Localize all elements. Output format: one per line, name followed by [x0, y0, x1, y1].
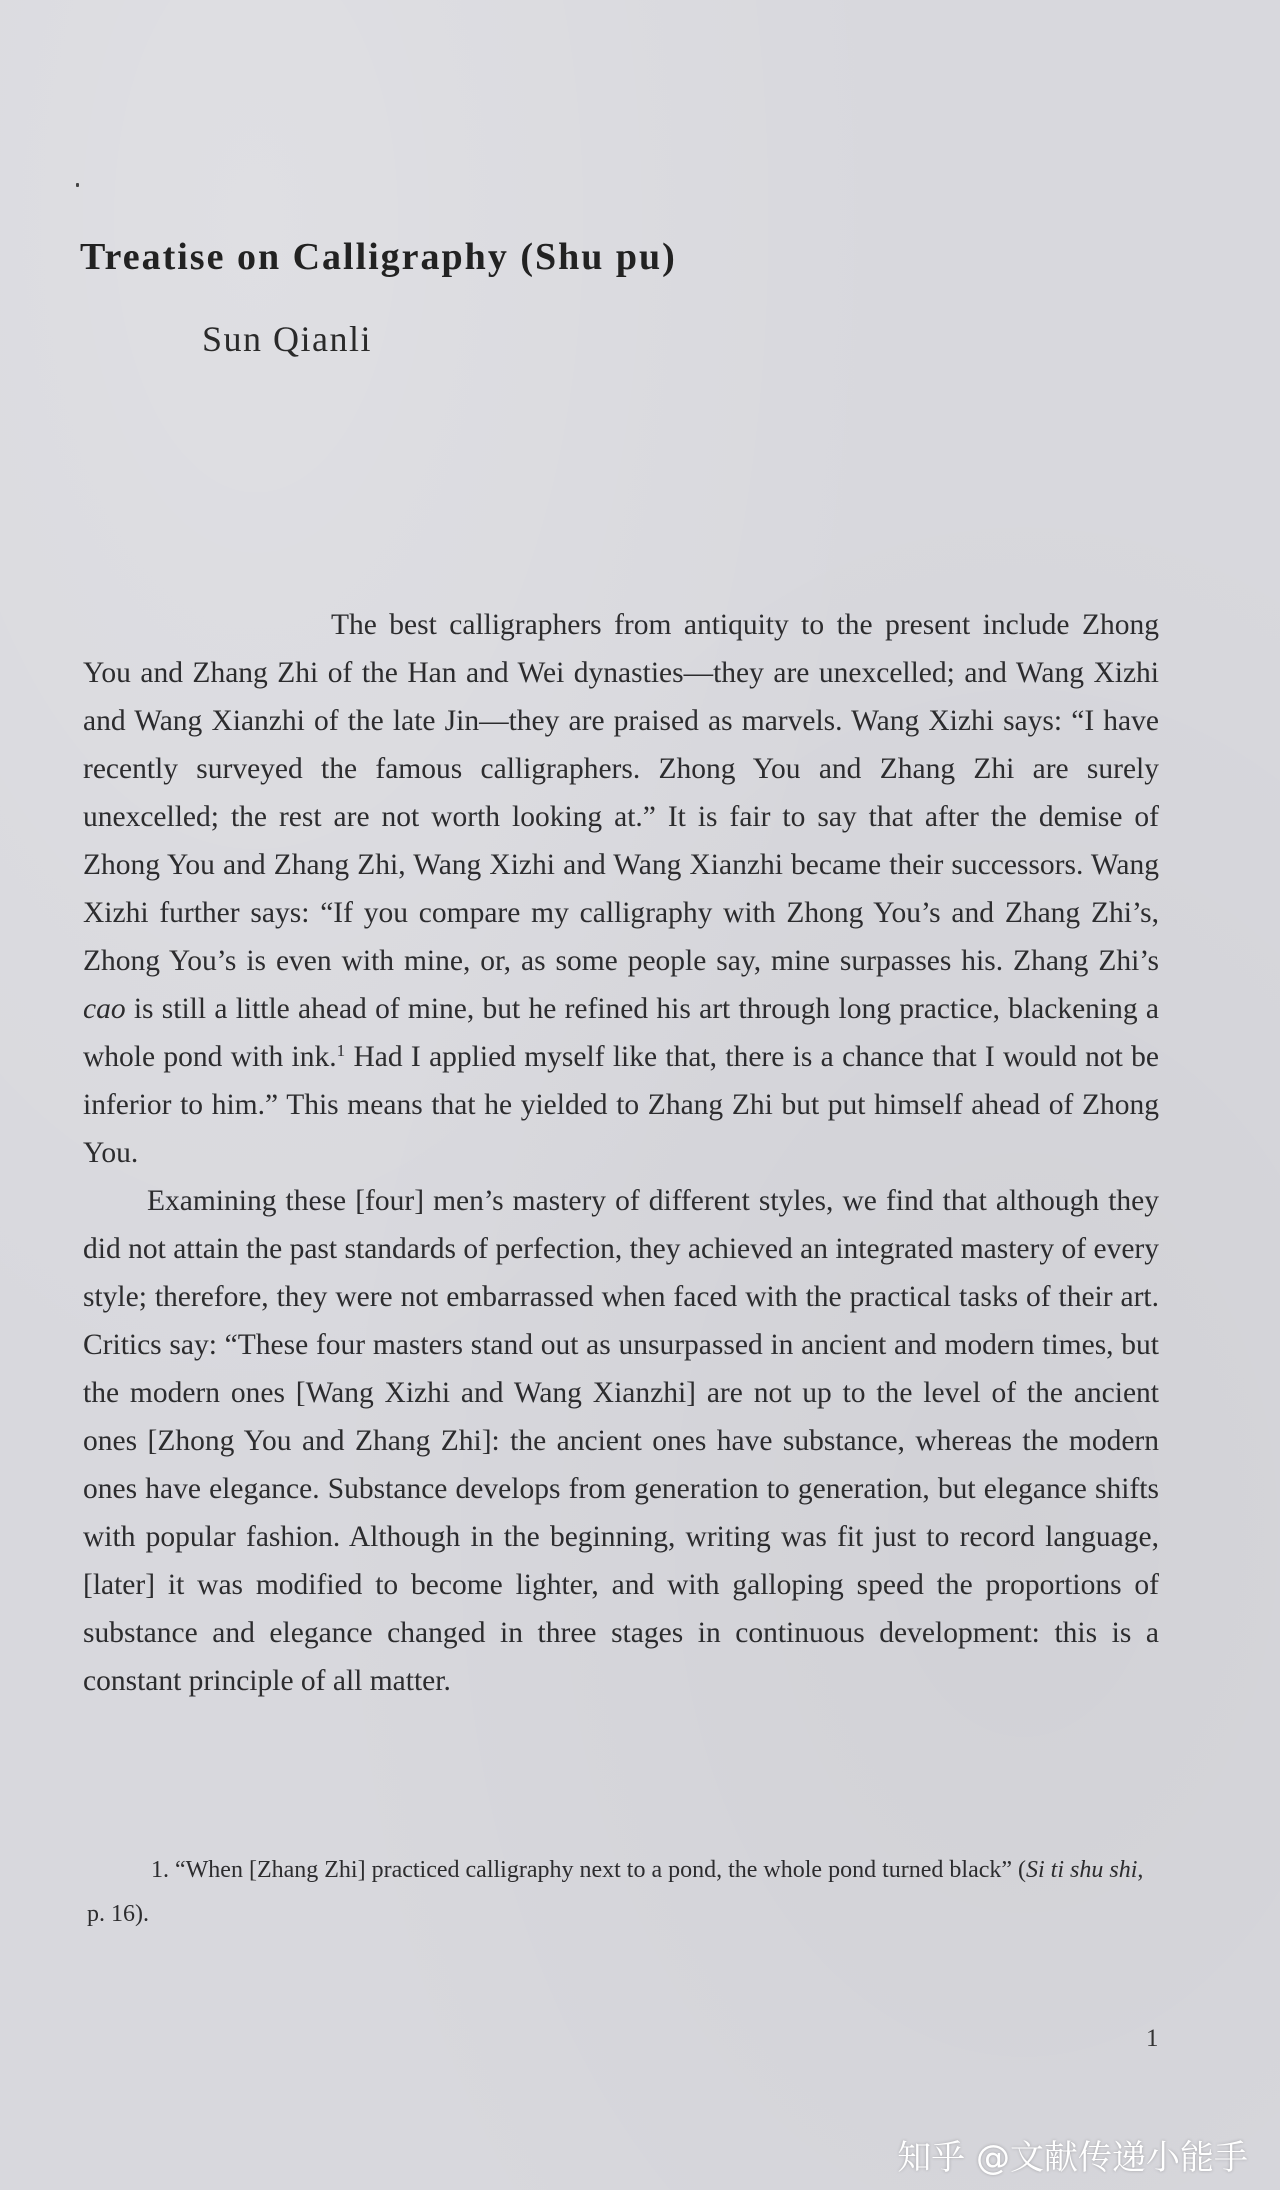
scan-speck	[76, 183, 79, 187]
page-number: 1	[1146, 2025, 1159, 2052]
footnote-number: 1.	[151, 1857, 169, 1883]
author-name: Sun Qianli	[202, 319, 373, 359]
italic-term: cao	[83, 993, 126, 1025]
paragraph-1-text-b: is still a little ahead of mine, but he refined his art through long practice, blackening a whole pond with ink.	[83, 993, 1159, 1073]
footnote-source: Si ti shu shi	[1026, 1857, 1138, 1883]
footnote	[87, 1848, 1157, 1936]
footnote-reference: 1	[336, 1041, 346, 1060]
paragraph-1-text-a: The best calligraphers from antiquity to the present include Zhong You and Zhang Zhi of the Han and Wei dynasties—they are unexcelled; and Wang Xizhi and Wang Xianzhi of the late Jin—they are praised as marvels. Wang Xizhi says: “I have recently surveyed the famous calligraphers. Zhong You and Zhang Zhi are surely unexcelled; the rest are not worth looking at.” It is fair to say that after the demise of Zhong You and Zhang Zhi, Wang Xizhi and Wang Xianzhi became their successors. Wang Xizhi further says: “If you compare my calligraphy with Zhong You’s and Zhang Zhi’s, Zhong You’s is even with mine, or, as some people say, mine surpasses his. Zhang Zhi’s	[83, 609, 1159, 977]
paragraph-2: Examining these [four] men’s mastery of different styles, we find that although they did not attain the past standards of perfection, they achieved an integrated mastery of every style; therefore, they were not embarrassed when faced with the practical tasks of their art. Critics say: “These four masters stand out as unsurpassed in ancient and modern times, but the modern ones [Wang Xizhi and Wang Xianzhi] are not up to the level of the ancient ones [Zhong You and Zhang Zhi]: the ancient ones have substance, whereas the modern ones have elegance. Substance develops from generation to generation, but elegance shifts with popular fashion. Although in the beginning, writing was fit just to record language, [later] it was modified to become lighter, and with galloping speed the proportions of substance and elegance changed in three stages in continuous development: this is a constant principle of all matter.	[83, 1185, 1159, 1697]
body-text	[83, 601, 1159, 1705]
watermark: 知乎 @文献传递小能手	[897, 2138, 1248, 2178]
footnote-text-a: “When [Zhang Zhi] practiced calligraphy next to a pond, the whole pond turned black” (	[175, 1857, 1027, 1883]
paragraph-1	[83, 601, 1159, 1177]
footnote-text-b: , p. 16).	[87, 1857, 1144, 1927]
chapter-title: Treatise on Calligraphy (Shu pu)	[80, 236, 677, 278]
paragraph-1-text-c: Had I applied myself like that, there is a chance that I would not be inferior to him.” This means that he yielded to Zhang Zhi but put himself ahead of Zhong You.	[83, 1041, 1159, 1169]
